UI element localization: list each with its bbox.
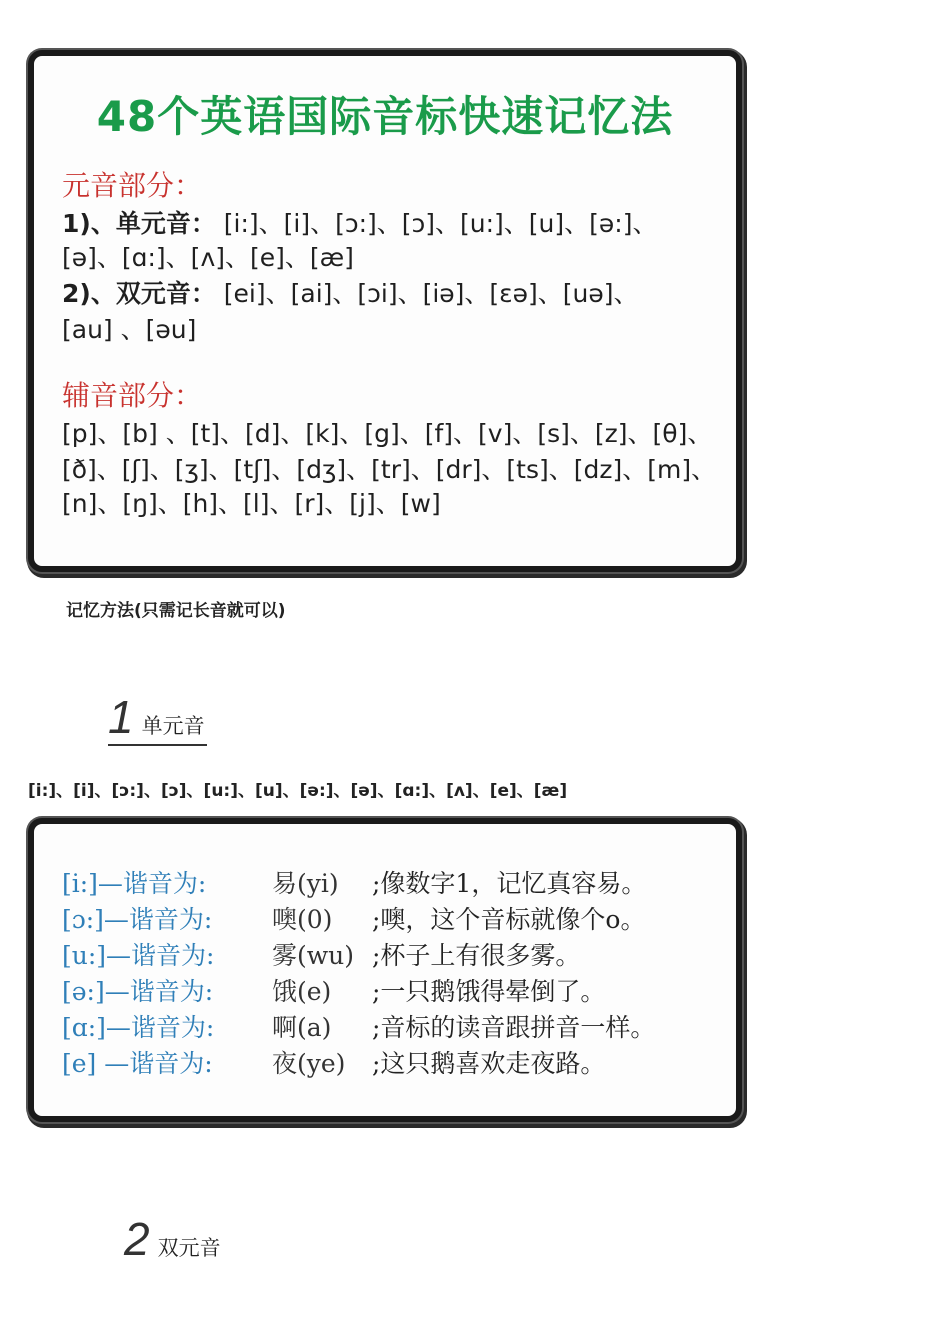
monophthong-symbols-1: [i:]、[i]、[ɔ:]、[ɔ]、[u:]、[u]、[ə:]、 <box>223 209 658 238</box>
section-heading-diphthongs <box>124 1212 221 1266</box>
section-heading-monophthongs <box>108 690 207 746</box>
row-tip: ;噢，这个音标就像个o。 <box>372 905 646 934</box>
row-tip: ;像数字1，记忆真容易。 <box>372 869 647 898</box>
section-label: 单元音 <box>141 714 205 738</box>
monophthong-label: 1)、单元音： <box>62 209 216 238</box>
row-symbol: [ə:]—谐音为: <box>62 977 214 1006</box>
diphthong-symbols-1: [ei]、[ai]、[ɔi]、[iə]、[ɛə]、[uə]、 <box>223 279 639 308</box>
row-symbol: [u:]—谐音为: <box>62 941 215 970</box>
row-tip: ;一只鹅饿得晕倒了。 <box>372 977 606 1006</box>
vowel-section-heading: 元音部分： <box>62 169 203 202</box>
row-symbol: [e] —谐音为: <box>62 1049 213 1078</box>
row-symbol: [ɔ:]—谐音为: <box>62 905 213 934</box>
row-symbol: [ɑ:]—谐音为: <box>62 1013 215 1042</box>
section-number: 2 <box>124 1213 150 1265</box>
row-homophone: 雾(wu) <box>272 941 355 970</box>
memory-row <box>62 1008 655 1044</box>
row-homophone: 易(yi) <box>272 869 339 898</box>
monophthong-line-2: [ə]、[ɑ:]、[ʌ]、[e]、[æ] <box>62 243 354 272</box>
row-tip: ;杯子上有很多雾。 <box>372 941 581 970</box>
row-tip: ;音标的读音跟拼音一样。 <box>372 1013 656 1042</box>
diphthong-label: 2)、双元音： <box>62 279 216 308</box>
card-title: 48个英语国际音标快速记忆法 <box>96 92 674 141</box>
memory-row <box>62 972 605 1008</box>
row-homophone: 噢(0) <box>272 905 333 934</box>
diphthong-line-2: [au] 、[əu] <box>62 315 197 344</box>
row-tip: ;这只鹅喜欢走夜路。 <box>372 1049 606 1078</box>
monophthong-list: [i:]、[i]、[ɔ:]、[ɔ]、[u:]、[u]、[ə:]、[ə]、[ɑ:]、[ʌ]、[e]、[æ] <box>28 781 568 801</box>
row-homophone: 饿(e) <box>272 977 332 1006</box>
memory-row <box>62 900 645 936</box>
consonant-line-2: [ð]、[ʃ]、[ʒ]、[tʃ]、[dʒ]、[tr]、[dr]、[ts]、[dz]、[m]、 <box>62 455 717 484</box>
row-homophone: 夜(ye) <box>272 1049 346 1078</box>
memory-tips-card <box>28 818 742 1122</box>
consonant-section-heading: 辅音部分： <box>62 379 203 412</box>
memory-method-caption: 记忆方法(只需记长音就可以) <box>66 601 286 621</box>
consonant-line-3: [n]、[ŋ]、[h]、[l]、[r]、[j]、[w] <box>62 489 441 518</box>
row-symbol: [i:]—谐音为: <box>62 869 207 898</box>
section-label: 双元音 <box>157 1236 221 1260</box>
memory-row <box>62 1044 605 1080</box>
phonetics-overview-card <box>28 50 742 572</box>
row-homophone: 啊(a) <box>272 1013 332 1042</box>
memory-row <box>62 864 646 900</box>
monophthong-line-1 <box>62 204 657 240</box>
diphthong-line-1 <box>62 274 639 310</box>
consonant-line-1: [p]、[b] 、[t]、[d]、[k]、[g]、[f]、[v]、[s]、[z]、[θ]、 <box>62 419 713 448</box>
memory-row <box>62 936 580 972</box>
section-number: 1 <box>108 691 134 743</box>
